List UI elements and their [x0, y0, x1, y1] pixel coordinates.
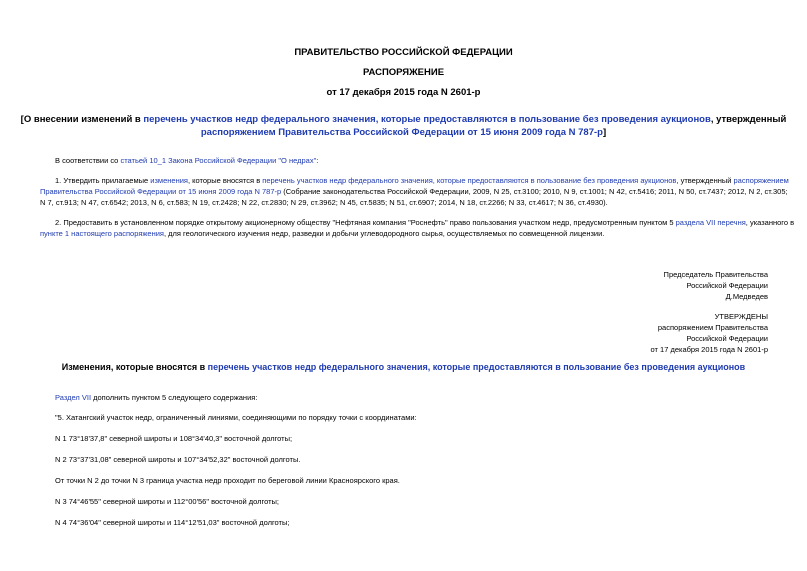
law-article-link[interactable]: статьей 10_1 Закона Российской Федерации "О недрах" — [120, 156, 317, 165]
section-intro-text: дополнить пунктом 5 следующего содержания: — [91, 393, 258, 402]
item-1-line-1 — [55, 175, 789, 186]
document-date-number: от 17 декабря 2015 года N 2601-р — [326, 87, 481, 98]
order-787-link-cont[interactable]: Правительства Российской Федерации от 15 июня 2009 года N 787-р — [40, 187, 282, 196]
item-1-line-2 — [40, 186, 788, 197]
item-2-line-1 — [55, 217, 794, 228]
item-1-text-d: (Собрание законодательства Российской Федерации, 2009, N 25, ст.3100; 2010, N 9, ст.1001; N 42, ст.5416; 2011, N 50, ст.7437; 2012, N 2, ст.305; — [281, 187, 788, 196]
changes-title-link[interactable]: перечень участков недр федерального значения, которые предоставляются в пользование без проведения аукционов — [207, 362, 746, 372]
subsoil-list-link[interactable]: перечень участков недр федерального значения, которые предоставляются в пользование без проведения аукционов — [262, 176, 677, 185]
signature-position: Председатель Правительства — [663, 270, 768, 279]
title-mid: , утвержденный — [710, 114, 787, 125]
item-2-text-a: 2. Предоставить в установленном порядке открытому акционерному обществу "Нефтяная компания "Роснефть" право пользования участком недр, предусмотренным пунктом 5 — [55, 218, 676, 227]
section-intro — [55, 392, 257, 403]
approval-date: от 17 декабря 2015 года N 2601-р — [650, 345, 768, 354]
document-type: РАСПОРЯЖЕНИЕ — [362, 67, 445, 78]
title-open: [О внесении изменений в — [20, 114, 144, 125]
government-heading: ПРАВИТЕЛЬСТВО РОССИЙСКОЙ ФЕДЕРАЦИИ — [294, 47, 513, 58]
section-vii-ref-link[interactable]: Раздел VII — [55, 393, 92, 402]
point-1-link[interactable]: пункте 1 настоящего распоряжения — [40, 229, 164, 238]
item-1-text-a: 1. Утвердить прилагаемые — [55, 176, 151, 185]
preamble — [55, 155, 318, 166]
title-close: ] — [602, 127, 607, 138]
approval-order: распоряжением Правительства — [657, 323, 768, 332]
change-paragraph-4: От точки N 2 до точки N 3 граница участка недр проходит по береговой линии Красноярского края. — [55, 476, 400, 485]
item-2-line-2 — [40, 228, 604, 239]
approval-org: Российской Федерации — [686, 334, 768, 343]
change-paragraph-5: N 3 74°46'55" северной широты и 112°00'56" восточной долготы; — [55, 497, 280, 506]
item-1-text-b: , которые вносятся в — [187, 176, 263, 185]
change-paragraph-6: N 4 74°36'04" северной широты и 114°12'51,03" восточной долготы; — [55, 518, 290, 527]
change-paragraph-1: "5. Хатангский участок недр, ограниченный линиями, соединяющими по порядку точки с координатами: — [55, 413, 417, 422]
change-paragraph-3: N 2 73°37'31,08" северной широты и 107°34'52,32" восточной долготы. — [55, 455, 301, 464]
signature-org: Российской Федерации — [686, 281, 768, 290]
item-2-text-b: , указанного в — [745, 218, 795, 227]
changes-link[interactable]: изменения — [150, 176, 188, 185]
item-2-text-c: , для геологического изучения недр, разведки и добычи углеводородного сырья, осуществляемых по совмещенной лицензии. — [163, 229, 605, 238]
item-1-line-3: N 7, ст.913; N 47, ст.6542; 2013, N 6, ст.583; N 19, ст.2428; N 22, ст.2830; N 29, ст.3962; N 45, ст.5835; N 51, ст.6907; 2014, N 18, ст.2266; N 33, ст.4617; N 36, ст.4930). — [40, 198, 608, 207]
title-list-link[interactable]: перечень участков недр федерального значения, которые предоставляются в пользование без проведения аукционов — [143, 114, 711, 125]
item-1-text-c: , утвержденный — [676, 176, 734, 185]
approval-heading: УТВЕРЖДЕНЫ — [714, 312, 768, 321]
title-line-2 — [0, 126, 807, 139]
section-vii-link[interactable]: раздела VII перечня — [675, 218, 746, 227]
changes-title — [0, 362, 807, 372]
changes-title-text: Изменения, которые вносятся в — [61, 362, 208, 372]
title-order-link[interactable]: распоряжением Правительства Российской Федерации от 15 июня 2009 года N 787-р — [200, 127, 603, 138]
title-line-1 — [0, 113, 807, 126]
change-paragraph-2: N 1 73°18'37,8" северной широты и 108°34'40,3" восточной долготы; — [55, 434, 293, 443]
preamble-text: В соответствии со — [55, 156, 121, 165]
order-787-link[interactable]: распоряжением — [733, 176, 789, 185]
document-title — [0, 113, 807, 139]
signature-name: Д.Медведев — [725, 292, 768, 301]
preamble-colon: : — [316, 156, 319, 165]
